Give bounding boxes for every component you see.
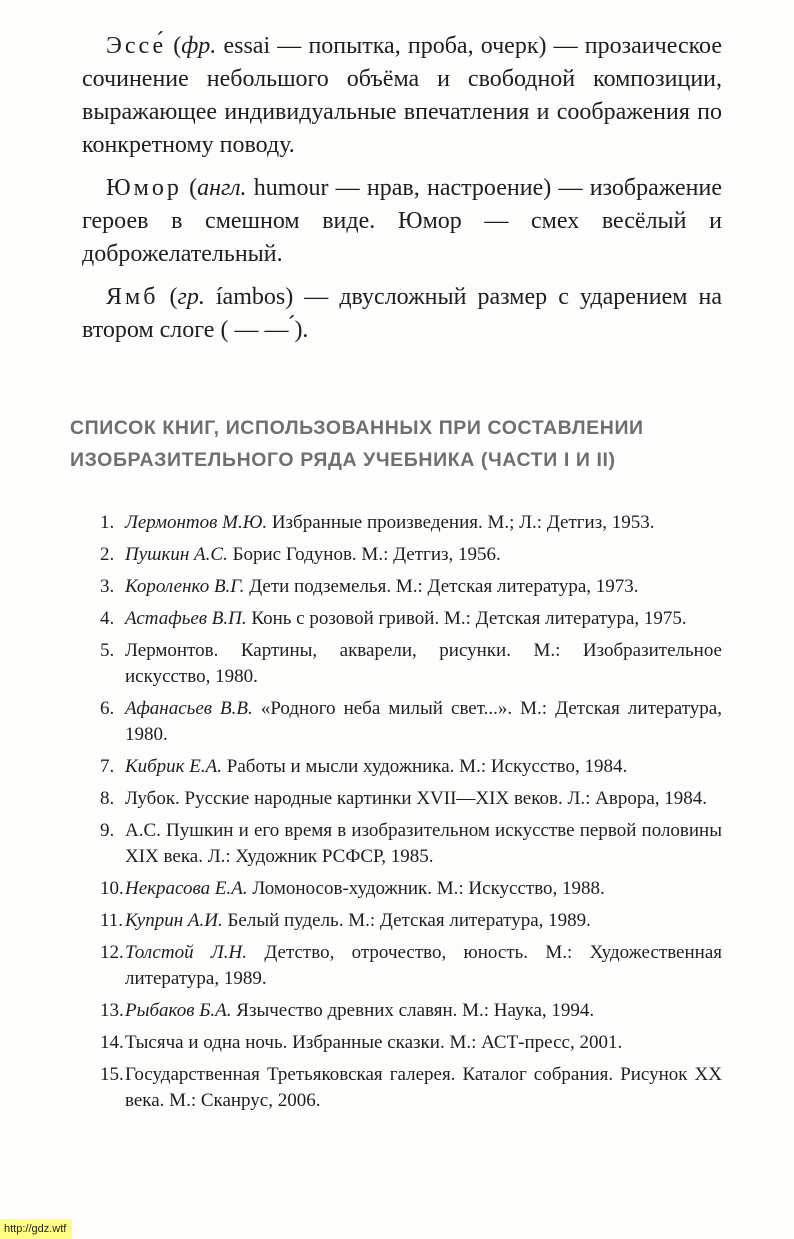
item-number: 12.	[100, 942, 124, 963]
item-number: 3.	[100, 576, 115, 597]
list-item	[100, 696, 722, 748]
glossary-definition: humour — нрав, настроение) — изображение героев в смешном виде. Юмор — смех весёлый и доброжелательный.	[82, 175, 723, 267]
item-author: Лермонтов М.Ю.	[125, 512, 268, 533]
item-text: Лубок. Русские народные картинки XVII—XIX веков. Л.: Аврора, 1984.	[125, 788, 708, 809]
item-text: Ломоносов-художник. М.: Искусство, 1988.	[247, 878, 605, 899]
item-number: 4.	[100, 608, 115, 629]
item-text: Лермонтов. Картины, акварели, рисунки. М.: Изобразительное искусство, 1980.	[125, 640, 722, 687]
item-text: Конь с розовой гривой. М.: Детская литература, 1975.	[246, 608, 687, 629]
list-item	[100, 510, 722, 536]
list-item	[100, 818, 722, 870]
item-number: 6.	[100, 698, 115, 719]
watermark-link[interactable]: http://gdz.wtf	[0, 1219, 72, 1239]
item-number: 10.	[100, 878, 124, 899]
glossary-definition: essai — попытка, проба, очерк) — прозаическое сочинение небольшого объёма и свободной композиции, выражающее индивидуальные впечатления и соображения по конкретному поводу.	[82, 33, 722, 158]
item-text: А.С. Пушкин и его время в изобразительном искусстве первой половины XIX века. Л.: Художник РСФСР, 1985.	[125, 820, 722, 867]
item-number: 11.	[100, 910, 124, 931]
item-author: Кибрик Е.А.	[125, 756, 223, 777]
item-text: Дети подземелья. М.: Детская литература, 1973.	[244, 576, 639, 597]
glossary-lang: гр.	[177, 284, 205, 310]
item-text: Белый пудель. М.: Детская литература, 1989.	[222, 910, 591, 931]
item-author: Толстой Л.Н.	[125, 942, 247, 963]
item-number: 14.	[100, 1032, 124, 1053]
item-author: Афанасьев В.В.	[125, 698, 253, 719]
list-item	[100, 754, 722, 780]
list-item	[100, 1062, 722, 1114]
glossary-lang: англ.	[197, 175, 247, 201]
glossary-term: Ямб	[106, 284, 159, 310]
item-author: Астафьев В.П.	[125, 608, 247, 629]
item-number: 7.	[100, 756, 115, 777]
glossary-lang: фр.	[181, 33, 217, 59]
list-item	[100, 574, 722, 600]
item-number: 9.	[100, 820, 115, 841]
list-item	[100, 638, 722, 690]
item-text: «Родного неба милый свет...». М.: Детская литература, 1980.	[125, 698, 722, 745]
item-number: 1.	[100, 512, 115, 533]
item-author: Рыбаков Б.А.	[125, 1000, 232, 1021]
list-item	[100, 908, 722, 934]
glossary-entry-essay: Эссе́ (фр. essai — попытка, проба, очерк) — прозаическое сочинение небольшого объёма и свободной композиции, выражающее индивидуальные впечатления и соображения по конкретному поводу.	[82, 33, 722, 158]
book-list	[100, 510, 722, 1120]
item-number: 2.	[100, 544, 115, 565]
item-text: Тысяча и одна ночь. Избранные сказки. М.: АСТ-пресс, 2001.	[125, 1032, 623, 1053]
glossary-term: Эссе́	[106, 33, 167, 59]
section-heading-line: СПИСОК КНИГ, ИСПОЛЬЗОВАННЫХ ПРИ СОСТАВЛЕНИИ	[70, 417, 644, 439]
glossary	[82, 30, 722, 357]
list-item	[100, 542, 722, 568]
glossary-entry-humor: Юмор (англ. humour — нрав, настроение) — изображение героев в смешном виде. Юмор — смех весёлый и доброжелательный.	[82, 175, 723, 267]
item-text: Детство, отрочество, юность. М.: Художественная литература, 1989.	[125, 942, 722, 989]
list-item	[100, 606, 722, 632]
glossary-term: Юмор	[106, 175, 182, 201]
list-item	[100, 1030, 722, 1056]
glossary-definition: íambos) — двусложный размер с ударением на втором слоге ( — — ́).	[82, 284, 722, 343]
list-item	[100, 876, 722, 902]
item-text: Работы и мысли художника. М.: Искусство, 1984.	[222, 756, 628, 777]
item-author: Куприн А.И.	[125, 910, 223, 931]
item-author: Короленко В.Г.	[125, 576, 245, 597]
item-text: Избранные произведения. М.; Л.: Детгиз, 1953.	[267, 512, 655, 533]
list-item	[100, 998, 722, 1024]
item-text: Борис Годунов. М.: Детгиз, 1956.	[227, 544, 501, 565]
list-item	[100, 786, 722, 812]
section-heading-line: ИЗОБРАЗИТЕЛЬНОГО РЯДА УЧЕБНИКА (ЧАСТИ I И II)	[70, 449, 616, 471]
item-text: Государственная Третьяковская галерея. Каталог собрания. Рисунок XX века. М.: Сканрус, 2006.	[125, 1064, 722, 1111]
item-number: 5.	[100, 640, 115, 661]
item-author: Некрасова Е.А.	[125, 878, 248, 899]
section-heading	[70, 412, 730, 476]
item-number: 8.	[100, 788, 115, 809]
item-text: Язычество древних славян. М.: Наука, 1994.	[231, 1000, 595, 1021]
glossary-entry-iamb: Ямб (гр. íambos) — двусложный размер с ударением на втором слоге ( — — ́).	[82, 284, 722, 343]
list-item	[100, 940, 722, 992]
item-number: 13.	[100, 1000, 124, 1021]
item-author: Пушкин А.С.	[125, 544, 228, 565]
item-number: 15.	[100, 1064, 124, 1085]
